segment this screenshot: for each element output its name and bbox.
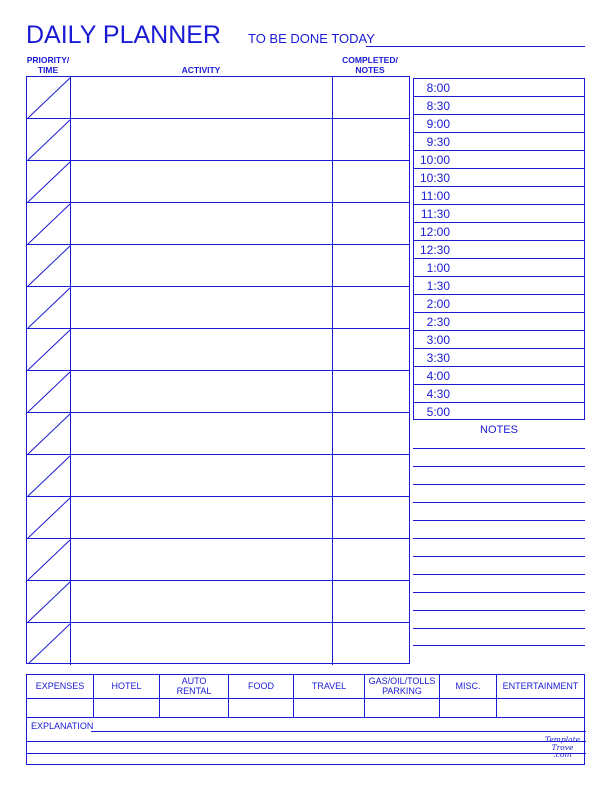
completed-notes-cell[interactable] bbox=[333, 455, 409, 497]
activity-cell[interactable] bbox=[71, 623, 333, 665]
time-slot-row[interactable] bbox=[414, 115, 584, 133]
notes-line[interactable] bbox=[413, 610, 585, 611]
time-slot-label: 3:00 bbox=[426, 333, 450, 347]
time-slot-row[interactable] bbox=[414, 133, 584, 151]
expense-header-cell: ENTERTAINMENT bbox=[497, 675, 584, 699]
explanation-line[interactable] bbox=[91, 731, 586, 732]
completed-notes-cell[interactable] bbox=[333, 539, 409, 581]
activity-row bbox=[27, 203, 409, 245]
notes-line[interactable] bbox=[413, 628, 585, 629]
completed-notes-cell[interactable] bbox=[333, 245, 409, 287]
priority-time-cell[interactable] bbox=[27, 413, 71, 455]
priority-time-cell[interactable] bbox=[27, 623, 71, 665]
diagonal-divider-icon bbox=[27, 329, 71, 371]
time-slot-row[interactable] bbox=[414, 223, 584, 241]
activity-row bbox=[27, 581, 409, 623]
priority-time-cell[interactable] bbox=[27, 539, 71, 581]
completed-header-line2: NOTES bbox=[355, 65, 385, 75]
time-slot-label: 10:00 bbox=[419, 153, 450, 167]
activity-row bbox=[27, 539, 409, 581]
completed-notes-cell[interactable] bbox=[333, 623, 409, 665]
priority-time-cell[interactable] bbox=[27, 287, 71, 329]
activity-cell[interactable] bbox=[71, 413, 333, 455]
time-slot-row[interactable] bbox=[414, 313, 584, 331]
expense-value-cell[interactable] bbox=[497, 699, 584, 718]
page-title: DAILY PLANNER bbox=[26, 21, 221, 49]
expense-header-cell: EXPENSES bbox=[27, 675, 94, 699]
to-be-done-today-line[interactable] bbox=[366, 46, 585, 47]
activity-table bbox=[26, 76, 410, 664]
time-slot-label: 8:30 bbox=[426, 99, 450, 113]
completed-notes-cell[interactable] bbox=[333, 371, 409, 413]
priority-time-header bbox=[26, 55, 70, 75]
activity-row bbox=[27, 77, 409, 119]
expense-header-cell: TRAVEL bbox=[294, 675, 365, 699]
time-slot-label: 1:30 bbox=[426, 279, 450, 293]
time-slot-label: 11:30 bbox=[420, 207, 450, 221]
time-slot-row[interactable] bbox=[414, 97, 584, 115]
activity-row bbox=[27, 497, 409, 539]
activity-row bbox=[27, 119, 409, 161]
priority-time-cell[interactable] bbox=[27, 581, 71, 623]
activity-row bbox=[27, 329, 409, 371]
notes-line[interactable] bbox=[413, 538, 585, 539]
notes-line[interactable] bbox=[413, 466, 585, 467]
diagonal-divider-icon bbox=[27, 497, 71, 539]
completed-notes-cell[interactable] bbox=[333, 287, 409, 329]
diagonal-divider-icon bbox=[27, 371, 71, 413]
activity-row bbox=[27, 245, 409, 287]
time-slot-label: 2:30 bbox=[426, 315, 450, 329]
time-slot-row[interactable] bbox=[414, 277, 584, 295]
activity-header: ACTIVITY bbox=[181, 65, 221, 75]
notes-line[interactable] bbox=[413, 520, 585, 521]
time-slot-row[interactable] bbox=[414, 169, 584, 187]
priority-time-cell[interactable] bbox=[27, 497, 71, 539]
notes-line[interactable] bbox=[413, 592, 585, 593]
activity-cell[interactable] bbox=[71, 287, 333, 329]
activity-cell[interactable] bbox=[71, 329, 333, 371]
time-slot-row[interactable] bbox=[414, 331, 584, 349]
activity-row bbox=[27, 371, 409, 413]
time-slot-label: 11:00 bbox=[420, 189, 450, 203]
time-slot-row[interactable] bbox=[414, 187, 584, 205]
explanation-label: EXPLANATION bbox=[31, 721, 94, 731]
expense-header-cell: MISC. bbox=[440, 675, 497, 699]
logo-line2: Trove bbox=[551, 742, 574, 752]
time-slot-label: 2:00 bbox=[426, 297, 450, 311]
activity-row bbox=[27, 623, 409, 665]
expense-header-cell: GAS/OIL/TOLLS PARKING bbox=[365, 675, 440, 699]
expense-table bbox=[26, 674, 585, 765]
time-slot-row[interactable] bbox=[414, 367, 584, 385]
notes-line[interactable] bbox=[413, 556, 585, 557]
diagonal-divider-icon bbox=[27, 77, 71, 119]
diagonal-divider-icon bbox=[27, 539, 71, 581]
time-slot-label: 12:00 bbox=[419, 225, 450, 239]
priority-time-cell[interactable] bbox=[27, 203, 71, 245]
time-slot-label: 4:30 bbox=[426, 387, 450, 401]
activity-row bbox=[27, 287, 409, 329]
time-slot-row[interactable] bbox=[414, 151, 584, 169]
priority-header-line1: PRIORITY/ bbox=[26, 55, 70, 65]
explanation-line[interactable] bbox=[27, 753, 586, 754]
activity-cell[interactable] bbox=[71, 119, 333, 161]
time-slot-label: 3:30 bbox=[426, 351, 450, 365]
template-trove-logo bbox=[540, 736, 585, 759]
notes-line[interactable] bbox=[413, 448, 585, 449]
priority-time-cell[interactable] bbox=[27, 371, 71, 413]
diagonal-divider-icon bbox=[27, 413, 71, 455]
activity-cell[interactable] bbox=[71, 161, 333, 203]
time-slot-label: 4:00 bbox=[426, 369, 450, 383]
time-slot-row[interactable] bbox=[414, 295, 584, 313]
notes-title: NOTES bbox=[480, 424, 518, 436]
notes-line[interactable] bbox=[413, 574, 585, 575]
notes-line[interactable] bbox=[413, 502, 585, 503]
priority-time-cell[interactable] bbox=[27, 119, 71, 161]
time-slot-row[interactable] bbox=[414, 241, 584, 259]
activity-cell[interactable] bbox=[71, 203, 333, 245]
expense-value-cell[interactable] bbox=[160, 699, 229, 718]
expense-value-cell[interactable] bbox=[94, 699, 160, 718]
diagonal-divider-icon bbox=[27, 623, 71, 665]
expense-header-cell: AUTO RENTAL bbox=[160, 675, 229, 699]
time-schedule-table bbox=[413, 78, 585, 420]
time-slot-label: 5:00 bbox=[426, 405, 450, 419]
completed-notes-cell[interactable] bbox=[333, 77, 409, 119]
diagonal-divider-icon bbox=[27, 581, 71, 623]
time-slot-label: 8:00 bbox=[426, 81, 450, 95]
time-slot-row[interactable] bbox=[414, 79, 584, 97]
completed-notes-cell[interactable] bbox=[333, 497, 409, 539]
priority-time-cell[interactable] bbox=[27, 455, 71, 497]
time-slot-label: 10:30 bbox=[419, 171, 450, 185]
expense-value-cell[interactable] bbox=[27, 699, 94, 718]
activity-cell[interactable] bbox=[71, 497, 333, 539]
completed-notes-cell[interactable] bbox=[333, 413, 409, 455]
activity-cell[interactable] bbox=[71, 371, 333, 413]
activity-cell[interactable] bbox=[71, 77, 333, 119]
priority-time-cell[interactable] bbox=[27, 245, 71, 287]
time-slot-label: 12:30 bbox=[419, 243, 450, 257]
completed-notes-cell[interactable] bbox=[333, 203, 409, 245]
priority-time-cell[interactable] bbox=[27, 77, 71, 119]
time-slot-row[interactable] bbox=[414, 259, 584, 277]
activity-cell[interactable] bbox=[71, 539, 333, 581]
logo-line1: Template bbox=[544, 735, 581, 744]
expense-value-cell[interactable] bbox=[365, 699, 440, 718]
time-slot-row[interactable] bbox=[414, 205, 584, 223]
completed-header-line1: COMPLETED/ bbox=[342, 55, 398, 65]
activity-cell[interactable] bbox=[71, 245, 333, 287]
notes-line[interactable] bbox=[413, 645, 585, 646]
priority-header-line2: TIME bbox=[37, 65, 59, 75]
activity-row bbox=[27, 455, 409, 497]
time-slot-row[interactable] bbox=[414, 385, 584, 403]
activity-cell[interactable] bbox=[71, 455, 333, 497]
completed-notes-cell[interactable] bbox=[333, 329, 409, 371]
priority-time-cell[interactable] bbox=[27, 161, 71, 203]
diagonal-divider-icon bbox=[27, 287, 71, 329]
diagonal-divider-icon bbox=[27, 119, 71, 161]
explanation-line[interactable] bbox=[27, 741, 586, 742]
priority-time-cell[interactable] bbox=[27, 329, 71, 371]
expense-value-cell[interactable] bbox=[229, 699, 294, 718]
completed-notes-header bbox=[332, 55, 408, 75]
diagonal-divider-icon bbox=[27, 455, 71, 497]
expense-value-cell[interactable] bbox=[294, 699, 365, 718]
completed-notes-cell[interactable] bbox=[333, 581, 409, 623]
expense-header-cell: HOTEL bbox=[94, 675, 160, 699]
time-slot-label: 9:30 bbox=[426, 135, 450, 149]
completed-notes-cell[interactable] bbox=[333, 161, 409, 203]
diagonal-divider-icon bbox=[27, 161, 71, 203]
activity-row bbox=[27, 161, 409, 203]
activity-row bbox=[27, 413, 409, 455]
expense-header-cell: FOOD bbox=[229, 675, 294, 699]
completed-notes-cell[interactable] bbox=[333, 119, 409, 161]
logo-line3: .com bbox=[553, 750, 572, 759]
time-slot-row[interactable] bbox=[414, 403, 584, 421]
time-slot-label: 9:00 bbox=[426, 117, 450, 131]
notes-line[interactable] bbox=[413, 484, 585, 485]
to-be-done-today-label: TO BE DONE TODAY bbox=[248, 31, 375, 46]
time-slot-label: 1:00 bbox=[426, 261, 450, 275]
activity-cell[interactable] bbox=[71, 581, 333, 623]
diagonal-divider-icon bbox=[27, 203, 71, 245]
time-slot-row[interactable] bbox=[414, 349, 584, 367]
expense-value-cell[interactable] bbox=[440, 699, 497, 718]
diagonal-divider-icon bbox=[27, 245, 71, 287]
